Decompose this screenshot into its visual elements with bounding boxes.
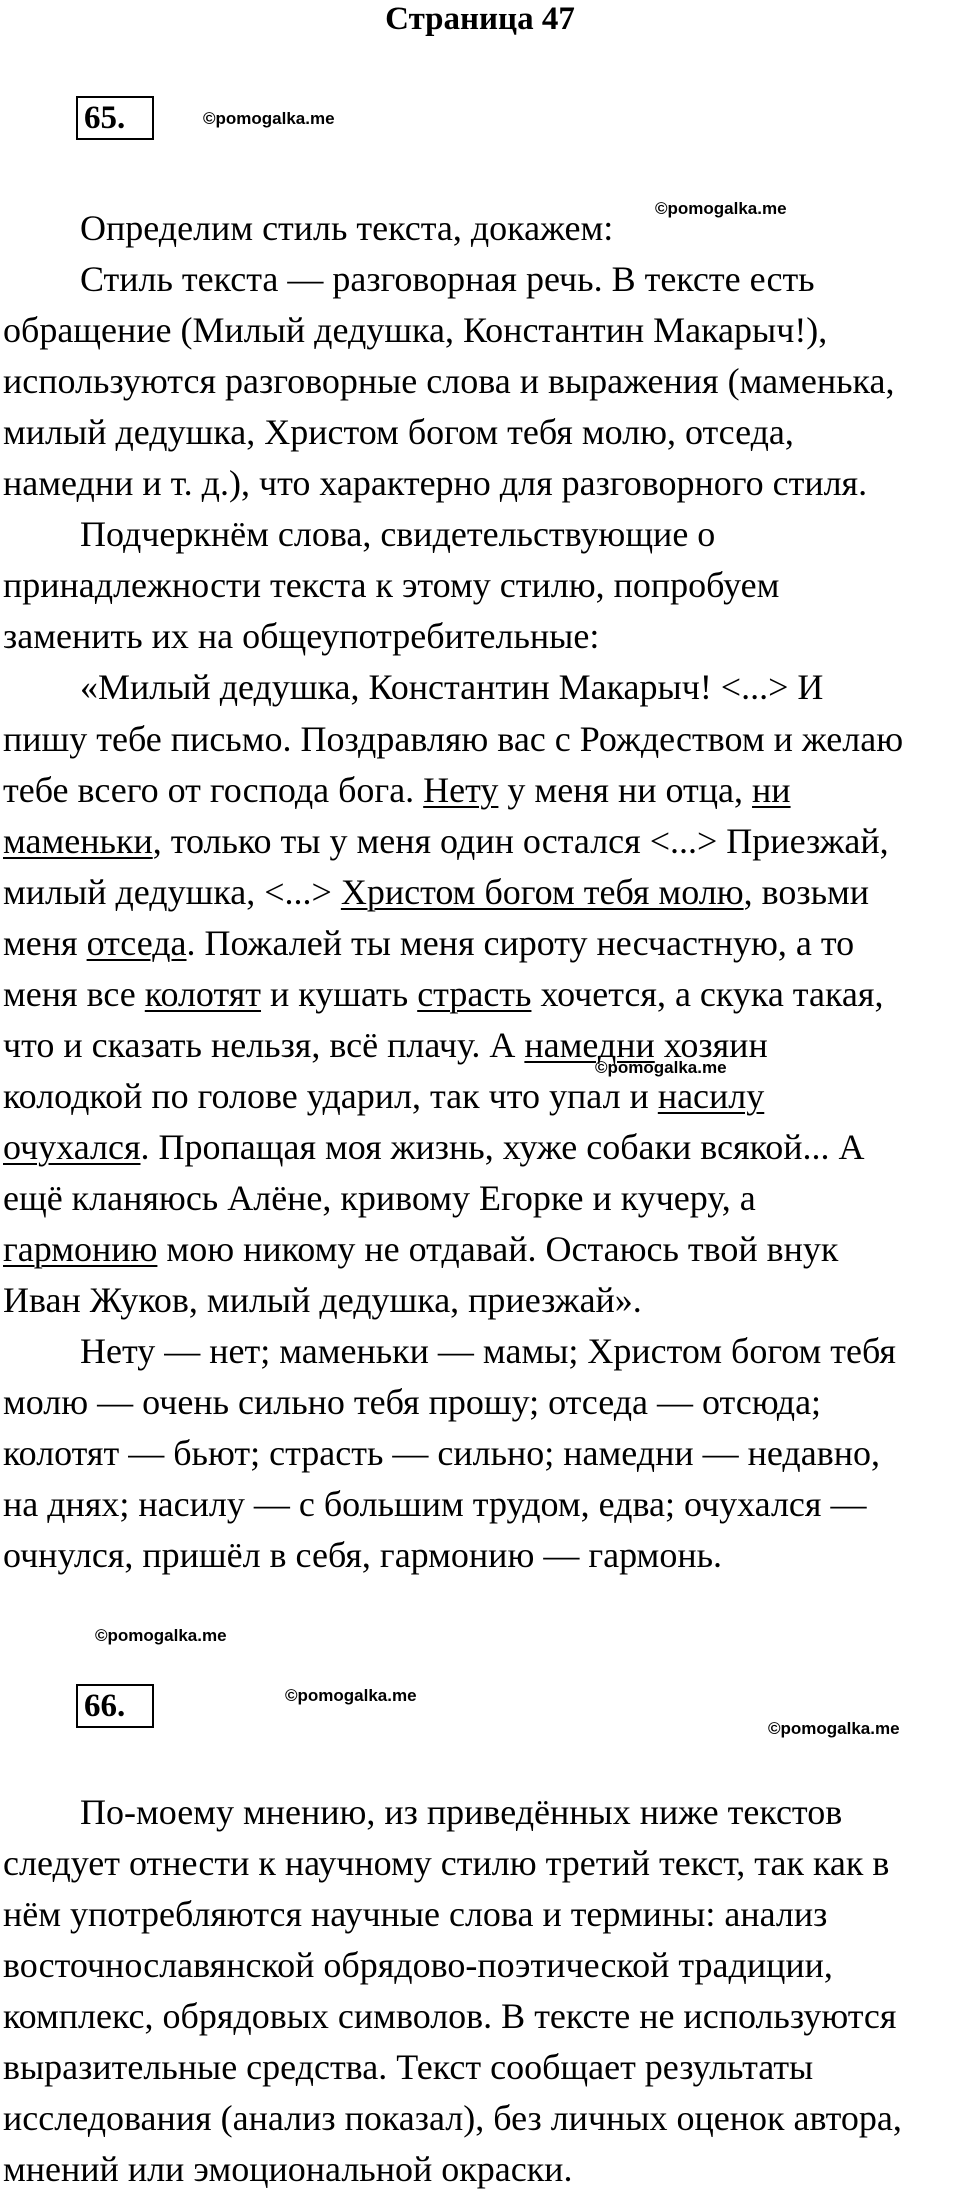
text-segment: Стиль текста — разговорная речь. В тексте есть [80, 259, 815, 300]
text-line [3, 308, 827, 352]
underlined-word: страсть [417, 973, 532, 1014]
underlined-word: Нету [423, 769, 499, 810]
text-segment: . Пропащая моя жизнь, хуже собаки всякой... А [140, 1126, 865, 1167]
text-line [3, 614, 599, 658]
underlined-word: колотят [144, 973, 262, 1014]
exercise-number-66: 66. [76, 1684, 154, 1728]
text-segment: что и сказать нельзя, всё плачу. А [3, 1024, 525, 1065]
underlined-word: очухался [3, 1126, 141, 1167]
text-segment: милый дедушка, <...> [3, 871, 341, 912]
text-line [3, 870, 869, 914]
text-line [3, 2096, 902, 2140]
text-line [80, 512, 715, 556]
text-segment: у меня ни отца, [498, 769, 753, 810]
underlined-word: насилу [657, 1075, 765, 1116]
text-line [80, 206, 613, 250]
text-segment: заменить их на общеупотребительные: [3, 616, 600, 657]
text-line [3, 1380, 821, 1424]
text-segment: мнений или эмоциональной окраски. [3, 2149, 573, 2190]
text-segment: . Пожалей ты меня сироту несчастную, а то [186, 922, 855, 963]
text-line [3, 921, 854, 965]
text-segment: , только ты у меня один остался <...> Приезжай, [152, 820, 889, 861]
text-segment: очнулся, пришёл в себя, гармонию — гармонь. [3, 1535, 722, 1576]
text-segment: восточнославянской обрядово-поэтической традиции, [3, 1945, 833, 1986]
text-segment: По-моему мнению, из приведённых ниже текстов [80, 1792, 843, 1832]
text-line [80, 1790, 842, 1834]
text-line [3, 1892, 827, 1936]
text-line [3, 1278, 642, 1322]
text-line [3, 1227, 838, 1271]
underlined-word: Христом богом тебя молю [340, 871, 744, 912]
underlined-word: ни [752, 769, 791, 810]
text-segment: принадлежности текста к этому стилю, попробуем [3, 565, 780, 606]
text-segment: милый дедушка, Христом богом тебя молю, отседа, [3, 412, 794, 453]
text-segment: и кушать [261, 973, 418, 1014]
text-line [3, 972, 883, 1016]
text-segment: хочется, а скука такая, [531, 973, 884, 1014]
text-segment: Определим стиль текста, докажем: [80, 208, 614, 248]
text-segment: выразительные средства. Текст сообщает результаты [3, 2047, 814, 2088]
text-segment: тебе всего от господа бога. [3, 769, 424, 810]
text-segment: нём употребляются научные слова и термины: анализ [3, 1894, 828, 1935]
text-line [3, 563, 779, 607]
watermark: ©pomogalka.me [595, 1058, 727, 1077]
text-segment: на днях; насилу — с большим трудом, едва; очухался — [3, 1484, 867, 1525]
text-segment: ещё кланяюсь Алёне, кривому Егорке и кучеру, а [3, 1177, 756, 1218]
text-line [3, 461, 867, 505]
text-segment: колодкой по голове ударил, так что упал и [3, 1075, 658, 1116]
underlined-word: гармонию [3, 1229, 158, 1269]
underlined-word: намедни [524, 1024, 655, 1065]
text-segment: Иван Жуков, милый дедушка, приезжай». [3, 1280, 642, 1321]
text-line [3, 1943, 833, 1987]
text-segment: исследования (анализ показал), без личных оценок автора, [3, 2098, 902, 2139]
text-segment: «Милый дедушка, Константин Макарыч! <...> И [80, 667, 824, 708]
text-segment: пишу тебе письмо. Поздравляю вас с Рождеством и желаю [3, 718, 904, 759]
text-segment: намедни и т. д.), что характерно для разговорного стиля. [3, 463, 868, 504]
watermark: ©pomogalka.me [655, 199, 787, 218]
text-segment: Подчеркнём слова, свидетельствующие о [80, 514, 716, 555]
underlined-word: маменьки [3, 820, 153, 861]
text-line [3, 1994, 896, 2038]
text-line [3, 1533, 722, 1577]
text-line [3, 359, 894, 403]
exercise-number-65: 65. [76, 96, 154, 140]
text-line [3, 1482, 866, 1526]
text-segment: хозяин [654, 1024, 768, 1065]
text-line [3, 2045, 813, 2089]
text-segment: следует отнести к научному стилю третий текст, так как в [3, 1843, 890, 1884]
text-line [3, 1125, 865, 1169]
page-title: Страница 47 [385, 1, 575, 37]
watermark: ©pomogalka.me [95, 1626, 227, 1645]
text-segment: мою никому не отдавай. Остаюсь твой внук [157, 1229, 839, 1269]
text-line [3, 768, 791, 812]
text-segment: меня все [3, 973, 145, 1014]
watermark: ©pomogalka.me [203, 109, 335, 128]
text-line [3, 1074, 764, 1118]
watermark: ©pomogalka.me [285, 1686, 417, 1705]
text-segment: используются разговорные слова и выражения (маменька, [3, 361, 895, 402]
text-line [80, 1329, 896, 1373]
text-line [3, 717, 903, 761]
underlined-word: отседа [86, 922, 187, 963]
text-line [3, 1176, 756, 1220]
text-line [3, 1431, 880, 1475]
text-segment: обращение (Милый дедушка, Константин Макарыч!), [3, 310, 828, 351]
text-line [3, 2147, 572, 2191]
text-line [3, 1841, 889, 1885]
text-line [80, 665, 823, 709]
text-line [80, 257, 815, 301]
text-segment: молю — очень сильно тебя прошу; отседа — отсюда; [3, 1382, 822, 1423]
text-segment: колотят — бьют; страсть — сильно; намедни — недавно, [3, 1433, 880, 1474]
text-segment: Нету — нет; маменьки — мамы; Христом богом тебя [80, 1331, 896, 1372]
text-line [3, 410, 794, 454]
text-segment: меня [3, 922, 87, 963]
text-segment: комплекс, обрядовых символов. В тексте не используются [3, 1996, 897, 2037]
text-segment: , возьми [743, 871, 870, 912]
watermark: ©pomogalka.me [768, 1719, 900, 1738]
text-line [3, 819, 889, 863]
